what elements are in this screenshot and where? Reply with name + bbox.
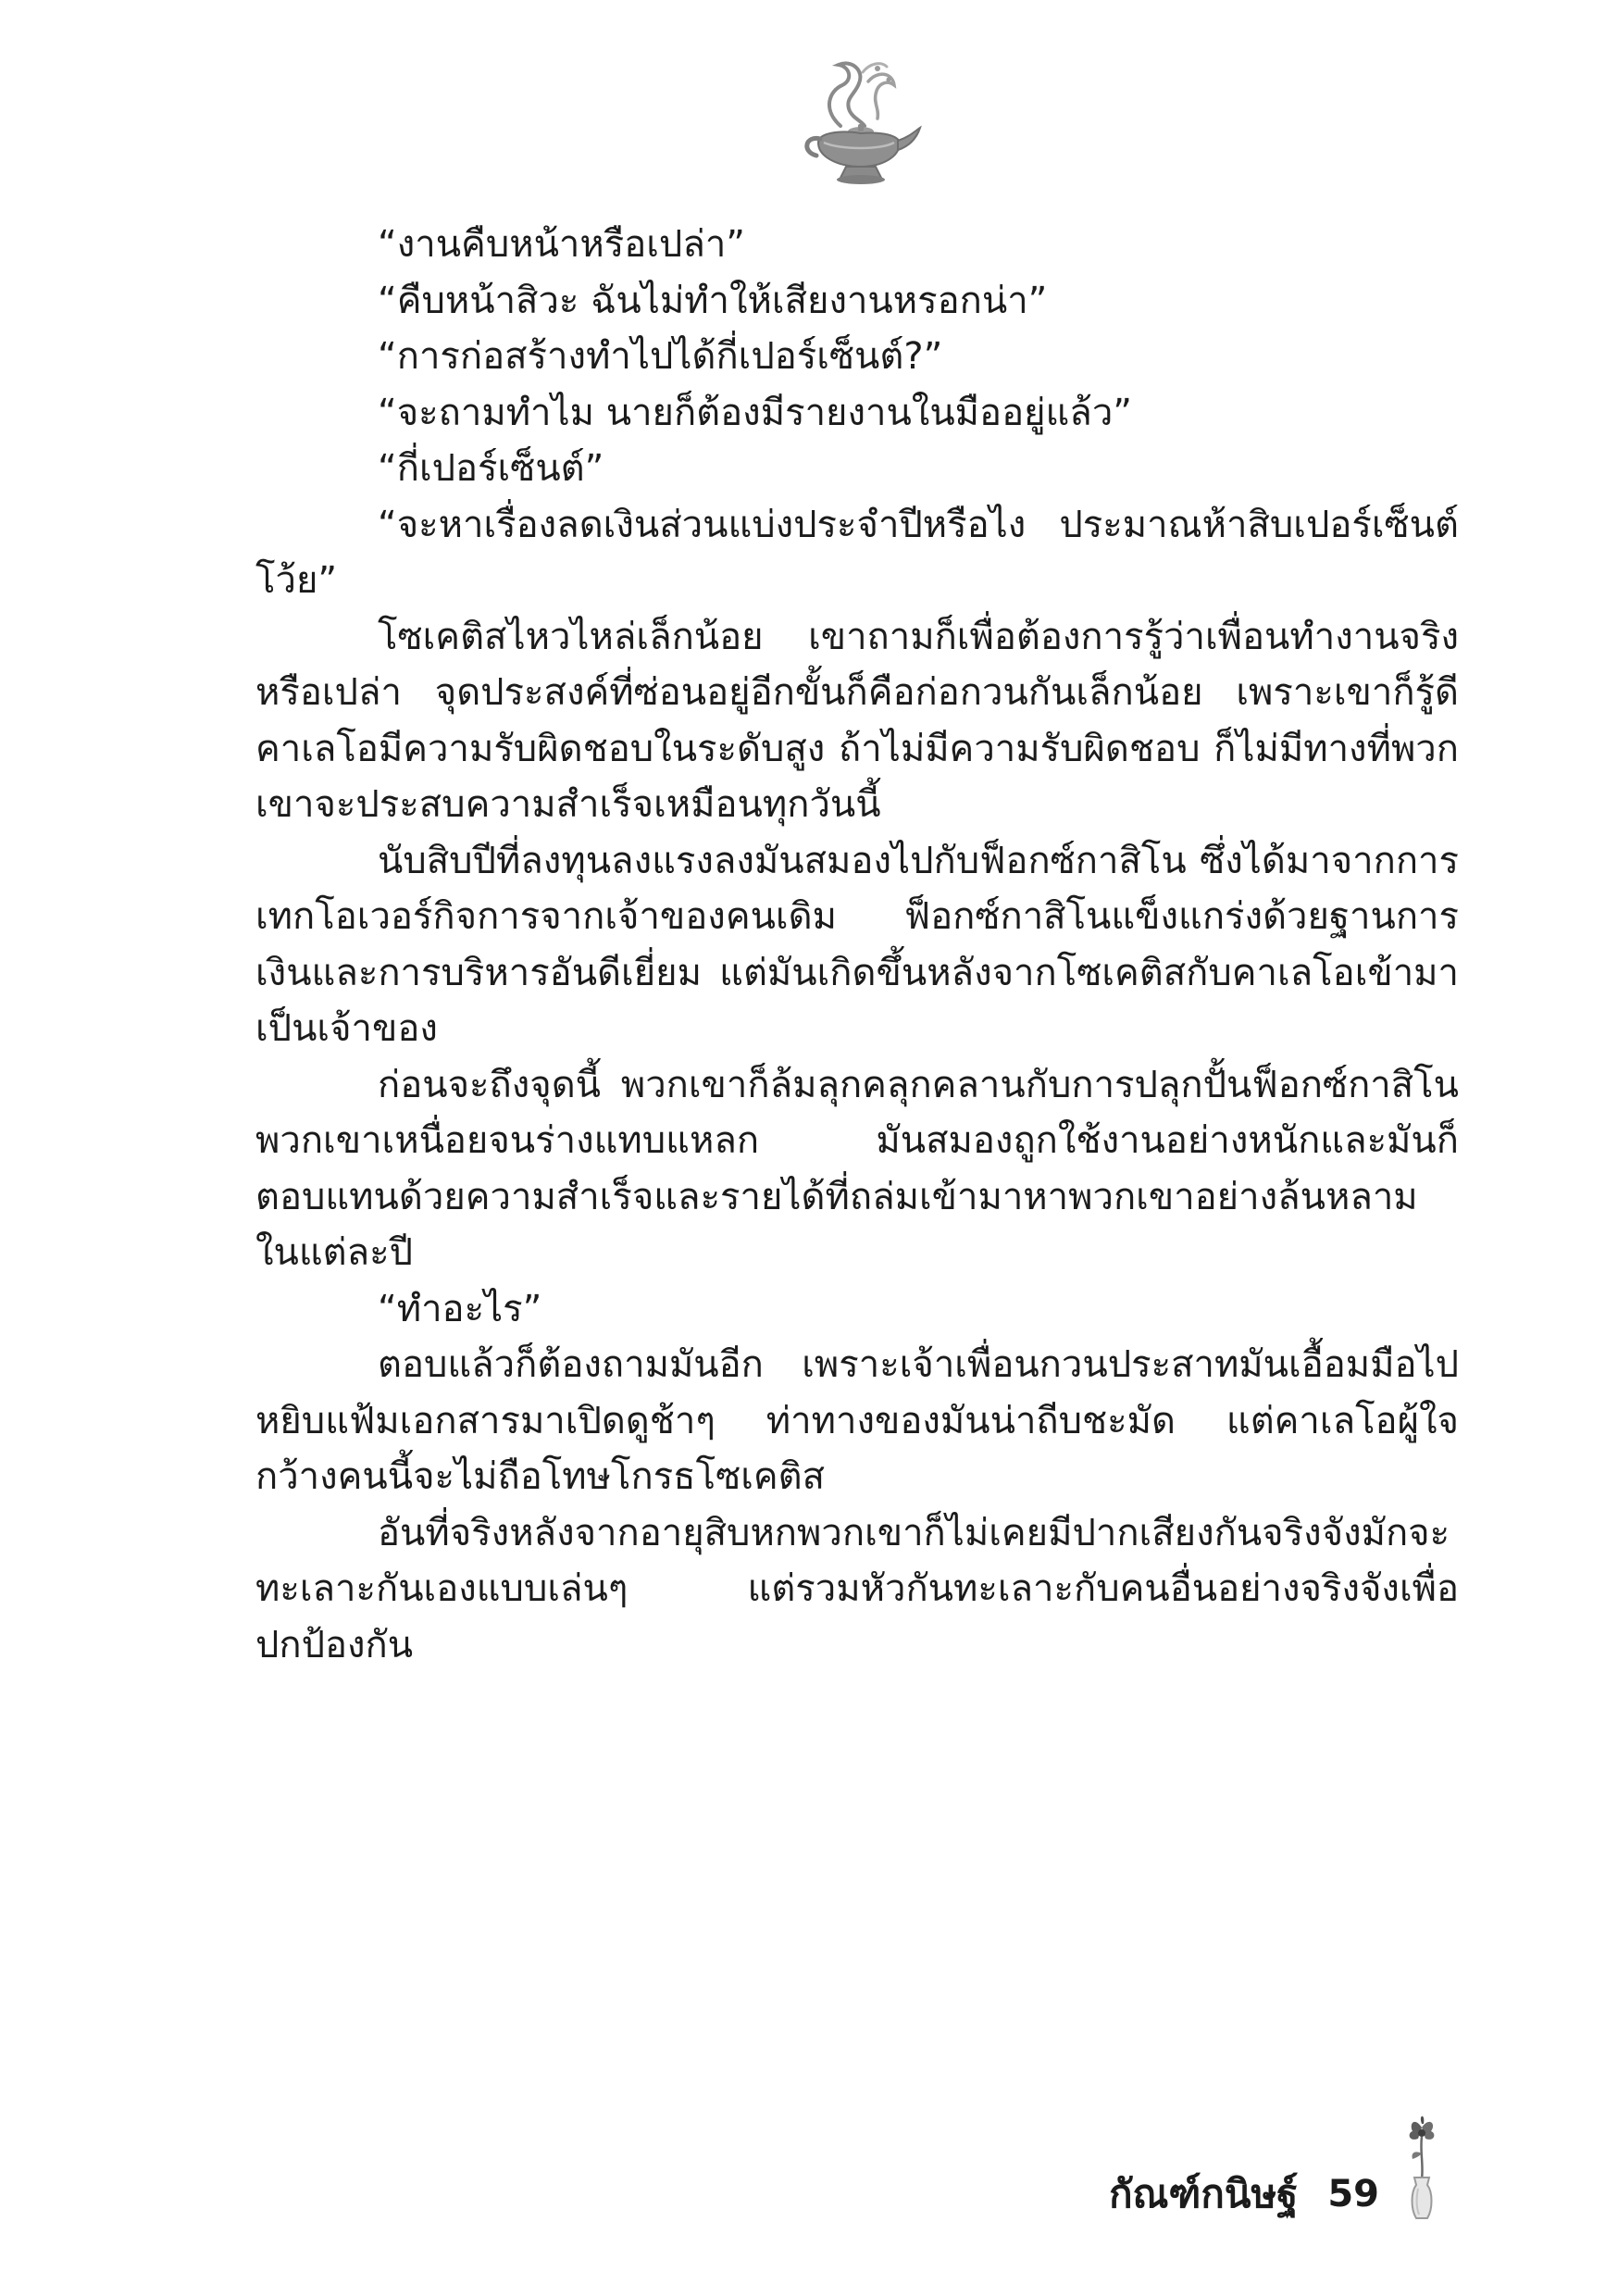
flower-vase-icon [1401, 2111, 1442, 2222]
dialogue-line: “การก่อสร้างทำไปได้กี่เปอร์เซ็นต์?” [378, 335, 943, 378]
narrative-paragraph: โซเคติสไหวไหล่เล็กน้อย เขาถามก็เพื่อต้องการรู้ว่าเพื่อนทำงานจริงหรือเปล่า จุดประสงค์ที่ซ่อนอยู่อีกขั้นก็คือก่อกวนกันเล็กน้อย เพราะเขาก็รู้ดี คาเลโอมีความรับผิดชอบในระดับสูง ถ้าไม่มีความรับผิดชอบ ก็ไม่มีทางที่พวกเขาจะประสบความสำเร็จเหมือนทุกวันนี้ [255, 615, 1459, 826]
dialogue-line: “จะถามทำไม นายก็ต้องมีรายงานในมืออยู่แล้ว” [378, 391, 1132, 434]
narrative-paragraph: นับสิบปีที่ลงทุนลงแรงลงมันสมองไปกับฟ็อกซ์กาสิโน ซึ่งได้มาจากการเทกโอเวอร์กิจการจากเจ้าของคนเดิม ฟ็อกซ์กาสิโนแข็งแกร่งด้วยฐานการเงินและการบริหารอันดีเยี่ยม แต่มันเกิดขึ้นหลังจากโซเคติสกับคาเลโอเข้ามาเป็นเจ้าของ [255, 839, 1459, 1050]
chapter-body [255, 217, 1459, 1673]
narrative-paragraph: อันที่จริงหลังจากอายุสิบหกพวกเขาก็ไม่เคยมีปากเสียงกันจริงจังมักจะทะเลาะกันเองแบบเล่นๆ แต่รวมหัวกันทะเลาะกับคนอื่นอย่างจริงจังเพื่อปกป้องกัน [255, 1511, 1459, 1666]
dialogue-line: “ทำอะไร” [378, 1287, 542, 1330]
genie-lamp-icon [785, 54, 924, 193]
dialogue-line: “คืบหน้าสิวะ ฉันไม่ทำให้เสียงานหรอกน่า” [378, 279, 1048, 322]
page-footer [1109, 2111, 1442, 2222]
book-title: กัณฑ์กนิษฐ์ [1109, 2171, 1299, 2216]
dialogue-line: “งานคืบหน้าหรือเปล่า” [378, 223, 746, 266]
narrative-paragraph: ก่อนจะถึงจุดนี้ พวกเขาก็ล้มลุกคลุกคลานกับการปลุกปั้นฟ็อกซ์กาสิโน พวกเขาเหนื่อยจนร่างแทบแหลก มันสมองถูกใช้งานอย่างหนักและมันก็ตอบแทนด้วยความสำเร็จและรายได้ที่ถล่มเข้ามาหาพวกเขาอย่างล้นหลามในแต่ละปี [255, 1063, 1459, 1274]
narrative-paragraph: ตอบแล้วก็ต้องถามมันอีก เพราะเจ้าเพื่อนกวนประสาทมันเอื้อมมือไปหยิบแฟ้มเอกสารมาเปิดดูช้าๆ ท่าทางของมันน่าถีบชะมัด แต่คาเลโอผู้ใจกว้างคนนี้จะไม่ถือโทษโกรธโซเคติส [255, 1343, 1459, 1498]
dialogue-line: “กี่เปอร์เซ็นต์” [378, 447, 604, 490]
page-number: 59 [1327, 2173, 1379, 2215]
dialogue-line: “จะหาเรื่องลดเงินส่วนแบ่งประจำปีหรือไง ประมาณห้าสิบเปอร์เซ็นต์โว้ย” [255, 503, 1459, 602]
